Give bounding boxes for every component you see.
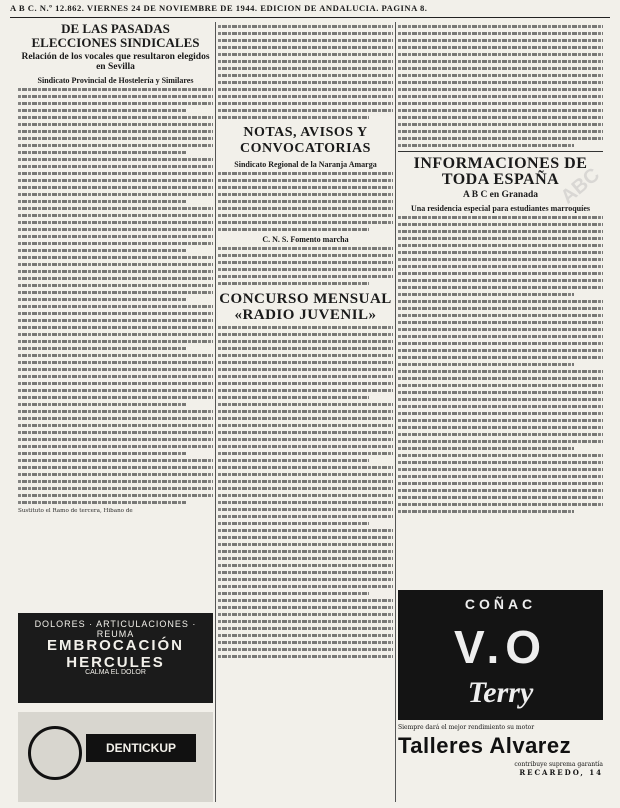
column-middle [218, 22, 393, 802]
column-rule [395, 22, 396, 802]
subhead-granada: A B C en Granada [463, 190, 538, 200]
text-block [218, 25, 393, 119]
column-rule [215, 22, 216, 802]
text-block [218, 172, 393, 231]
headline-informaciones: INFORMACIONES DE TODA ESPAÑA [413, 155, 588, 188]
paragraph-tail: Sustituto el Ramo de tercera, Hibano de [18, 508, 133, 514]
section-cns: C. N. S. Fomento marcha [262, 235, 349, 244]
headline-notas: NOTAS, AVISOS Y CONVOCATORIAS [240, 125, 371, 156]
ad-hercules-bottom: CALMA EL DOLOR [85, 669, 146, 676]
subhead-relacion: Relación de los vocales que resultaron elegidos en Sevilla [21, 52, 210, 72]
section-naranja: Sindicato Regional de la Naranja Amarga [234, 160, 377, 169]
headline-elecciones: DE LAS PASADAS ELECCIONES SINDICALES [31, 22, 200, 50]
ad-talleres-brand: Talleres Alvarez [398, 733, 572, 758]
text-block [18, 88, 213, 504]
ad-hercules-top: DOLORES · ARTICULACIONES · REUMA [34, 619, 197, 639]
ad-terry-top: COÑAC [464, 596, 537, 612]
text-block [398, 25, 603, 147]
ad-terry-brand: Terry [467, 676, 534, 709]
ad-dentickup-brand: DENTICKUP [86, 734, 196, 762]
section-residencia: Una residencia especial para estudiantes marroquíes [410, 204, 591, 213]
ad-terry [398, 590, 603, 720]
ad-talleres-note: contribuye suprema garantía [514, 761, 603, 768]
ad-talleres [398, 724, 603, 802]
headline-concurso: CONCURSO MENSUAL «RADIO JUVENIL» [219, 291, 392, 323]
text-block [218, 247, 393, 285]
watermark: ABC [556, 163, 604, 209]
ad-hercules-brand: EMBROCACIÓN HERCULES [47, 637, 184, 671]
text-block [398, 216, 603, 513]
masthead: A B C. N.º 12.862. VIERNES 24 DE NOVIEMBRE DE 1944. EDICION DE ANDALUCIA. PAGINA 8. [10, 3, 610, 18]
text-block [218, 326, 393, 658]
ad-terry-vo: V.O [453, 621, 548, 673]
section-hosteleria: Sindicato Provincial de Hostelería y Similares [37, 76, 194, 85]
ad-talleres-address: RECAREDO, 14 [519, 768, 603, 777]
ad-dentickup [18, 712, 213, 802]
ad-hercules [18, 613, 213, 703]
ad-dentickup-emblem [28, 726, 82, 780]
ad-talleres-text: Siempre dará el mejor rendimiento su motor [398, 724, 535, 731]
